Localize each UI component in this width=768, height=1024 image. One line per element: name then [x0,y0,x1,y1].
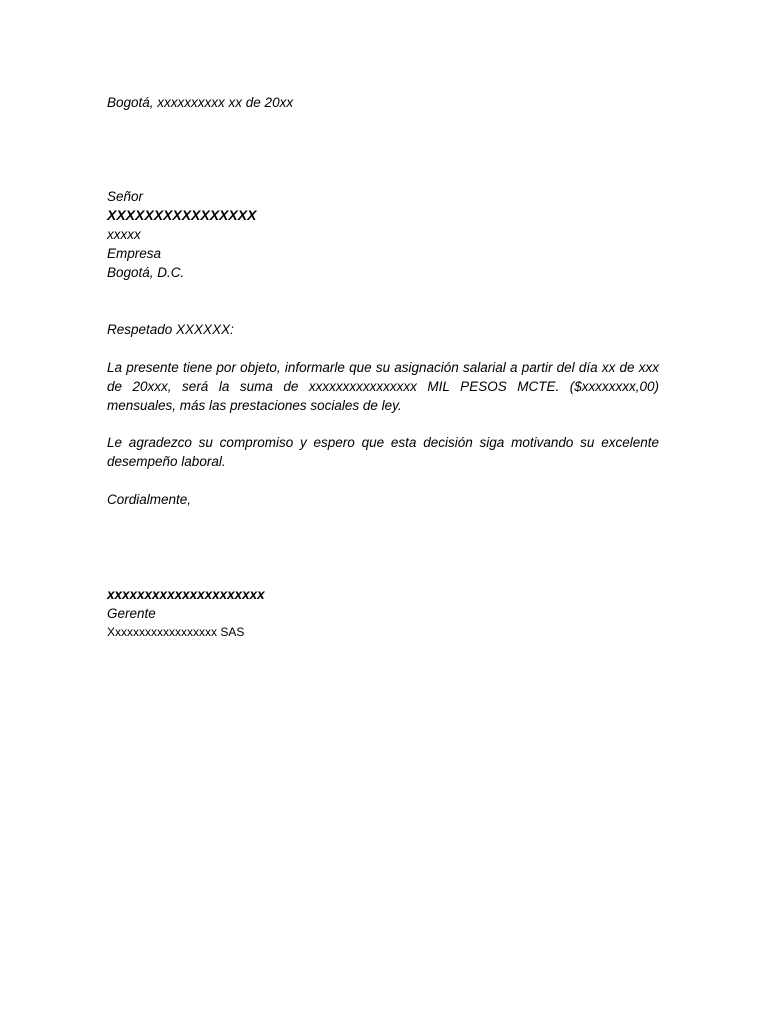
recipient-company: Empresa [107,246,162,261]
signature-title: Gerente [107,606,156,621]
signature-name: xxxxxxxxxxxxxxxxxxxxx [107,587,265,602]
recipient-salutation-title: Señor [107,189,144,204]
recipient-city: Bogotá, D.C. [107,265,185,280]
greeting: Respetado XXXXXX: [107,322,234,337]
recipient-name: XXXXXXXXXXXXXXXX [107,207,257,223]
recipient-position: xxxxx [107,227,141,242]
body-paragraph: La presente tiene por objeto, informarle que su asignación salarial a partir del día xx de xxx de 20xxx, será la suma de xxxxxxxxxxxxxxxx MIL PESOS MCTE. ($xxxxxxxx,00) mensuales, más las prestaciones sociales de ley. [107,360,659,413]
place-date: Bogotá, xxxxxxxxxx xx de 20xx [107,95,294,110]
closing: Cordialmente, [107,492,192,507]
body-paragraph: Le agradezco su compromiso y espero que esta decisión siga motivando su excelente desempeño laboral. [107,435,659,469]
signature-company: Xxxxxxxxxxxxxxxxxx SAS [107,625,245,639]
